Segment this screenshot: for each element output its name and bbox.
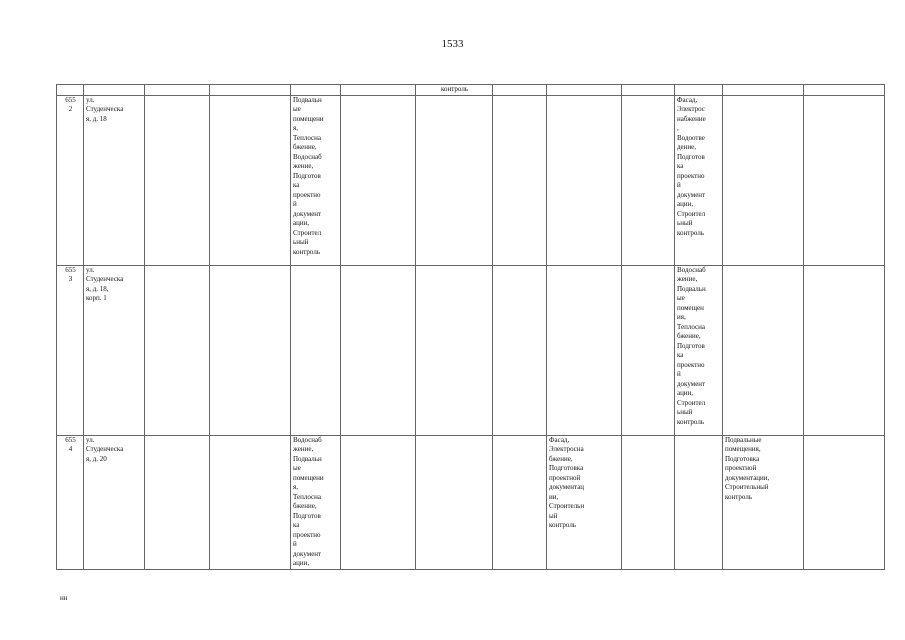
table-cell (341, 435, 416, 569)
table-cell (622, 95, 675, 265)
table-cell: Водоснаб жение, Подвальн ые помещени я, Теплосна бжение, Подготов ка проектно й документ ации, (291, 435, 341, 569)
table-cell (622, 435, 675, 569)
table-cell (57, 85, 84, 96)
table-cell (547, 95, 622, 265)
table-cell: Фасад, Электрос набжение , Водоотве дение, Подготов ка проектно й документ ации, Строител ьный контроль (675, 95, 723, 265)
table-cell (723, 265, 804, 435)
row-id: 655 2 (57, 95, 84, 265)
table-cell: Подвальные помещения, Подготовка проектной документации, Строительный контроль (723, 435, 804, 569)
table-cell (675, 85, 723, 96)
table-cell (804, 435, 885, 569)
table-cell (210, 95, 291, 265)
row-id: 655 4 (57, 435, 84, 569)
row-address: ул. Студенческа я, д. 18 (84, 95, 145, 265)
table-cell (145, 265, 210, 435)
table-cell (547, 85, 622, 96)
table-cell (416, 265, 493, 435)
footer-note: нн (60, 594, 68, 602)
table-cell (493, 265, 547, 435)
table-cell (547, 265, 622, 435)
table-cell: контроль (416, 85, 493, 96)
table-row (57, 265, 885, 435)
table-cell (723, 85, 804, 96)
table-cell (210, 265, 291, 435)
table-cell: Подвальн ые помещени я, Теплосна бжение, Водоснаб жение, Подготов ка проектно й документ ации, Строител ьный контроль (291, 95, 341, 265)
table-cell (291, 85, 341, 96)
table-cell (416, 95, 493, 265)
table-cell: Водоснаб жение, Подвальн ые помещен ия, Теплосна бжение, Подготов ка проектно й документ ации, Строител ьный контроль (675, 265, 723, 435)
table-cell (84, 85, 145, 96)
table-row (57, 95, 885, 265)
row-address: ул. Студенческа я, д. 20 (84, 435, 145, 569)
table-cell (291, 265, 341, 435)
table-cell: Фасад, Электросна бжение, Подготовка проектной документац ии, Строительн ый контроль (547, 435, 622, 569)
table-cell (493, 85, 547, 96)
works-table (56, 84, 885, 570)
table-cell (493, 95, 547, 265)
table-cell (416, 435, 493, 569)
row-address: ул. Студенческа я, д. 18, корп. 1 (84, 265, 145, 435)
table-cell (341, 85, 416, 96)
table-row (57, 435, 885, 569)
row-id: 655 3 (57, 265, 84, 435)
table-cell (145, 85, 210, 96)
table-cell (804, 95, 885, 265)
table-cell (210, 85, 291, 96)
table-cell (341, 265, 416, 435)
table-cell (493, 435, 547, 569)
table-continuation-row (57, 85, 885, 96)
table-cell (210, 435, 291, 569)
table-cell (675, 435, 723, 569)
table-cell (341, 95, 416, 265)
table-cell (804, 265, 885, 435)
page-number: 1533 (441, 38, 464, 50)
table-cell (622, 85, 675, 96)
table-cell (723, 95, 804, 265)
table-cell (622, 265, 675, 435)
table-cell (145, 435, 210, 569)
table-cell (804, 85, 885, 96)
table-cell (145, 95, 210, 265)
